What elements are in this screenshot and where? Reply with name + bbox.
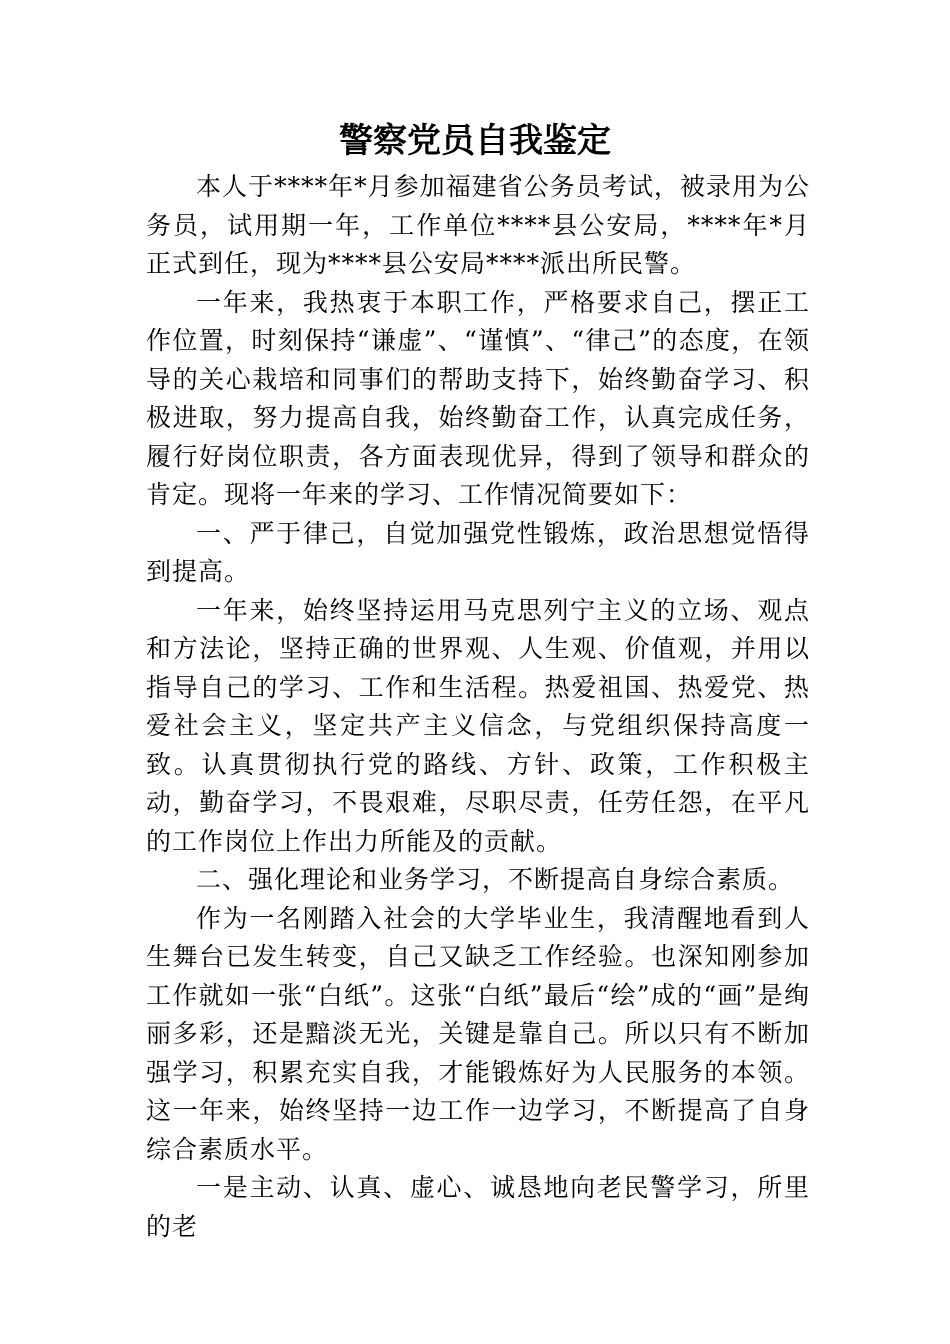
paragraph-first-point: 一是主动、认真、虚心、诚恳地向老民警学习，所里的老 — [146, 1173, 810, 1241]
paragraph-intro: 本人于****年*月参加福建省公务员考试，被录用为公务员，试用期一年，工作单位****县公安局，****年*月正式到任，现为****县公安局****派出所民警。 — [146, 172, 810, 278]
paragraph-overview: 一年来，我热衷于本职工作，严格要求自己，摆正工作位置，时刻保持“谦虚”、“谨慎”、“律己”的态度，在领导的关心栽培和同事们的帮助支持下，始终勤奋学习、积极进取，努力提高自我，始终勤奋工作，认真完成任务，履行好岗位职责，各方面表现优异，得到了领导和群众的肯定。现将一年来的学习、工作情况简要如下： — [146, 287, 810, 509]
document-body — [146, 168, 810, 1246]
paragraph-political: 一年来，始终坚持运用马克思列宁主义的立场、观点和方法论，坚持正确的世界观、人生观、价值观，并用以指导自己的学习、工作和生活程。热爱祖国、热爱党、热爱社会主义，坚定共产主义信念，与党组织保持高度一致。认真贯彻执行党的路线、方针、政策，工作积极主动，勤奋学习，不畏艰难，尽职尽责，任劳任怨，在平凡的工作岗位上作出力所能及的贡献。 — [146, 595, 810, 856]
document-title: 警察党员自我鉴定 — [339, 121, 611, 161]
section-heading-1: 一、严于律己，自觉加强党性锻炼，政治思想觉悟得到提高。 — [146, 518, 810, 586]
section-heading-2: 二、强化理论和业务学习，不断提高自身综合素质。 — [196, 865, 795, 894]
paragraph-study: 作为一名刚踏入社会的大学毕业生，我清醒地看到人生舞台已发生转变，自己又缺乏工作经验。也深知刚参加工作就如一张“白纸”。这张“白纸”最后“绘”成的“画”是绚丽多彩，还是黯淡无光，关键是靠自己。所以只有不断加强学习，积累充实自我，才能锻炼好为人民服务的本领。这一年来，始终坚持一边工作一边学习，不断提高了自身综合素质水平。 — [146, 903, 810, 1164]
